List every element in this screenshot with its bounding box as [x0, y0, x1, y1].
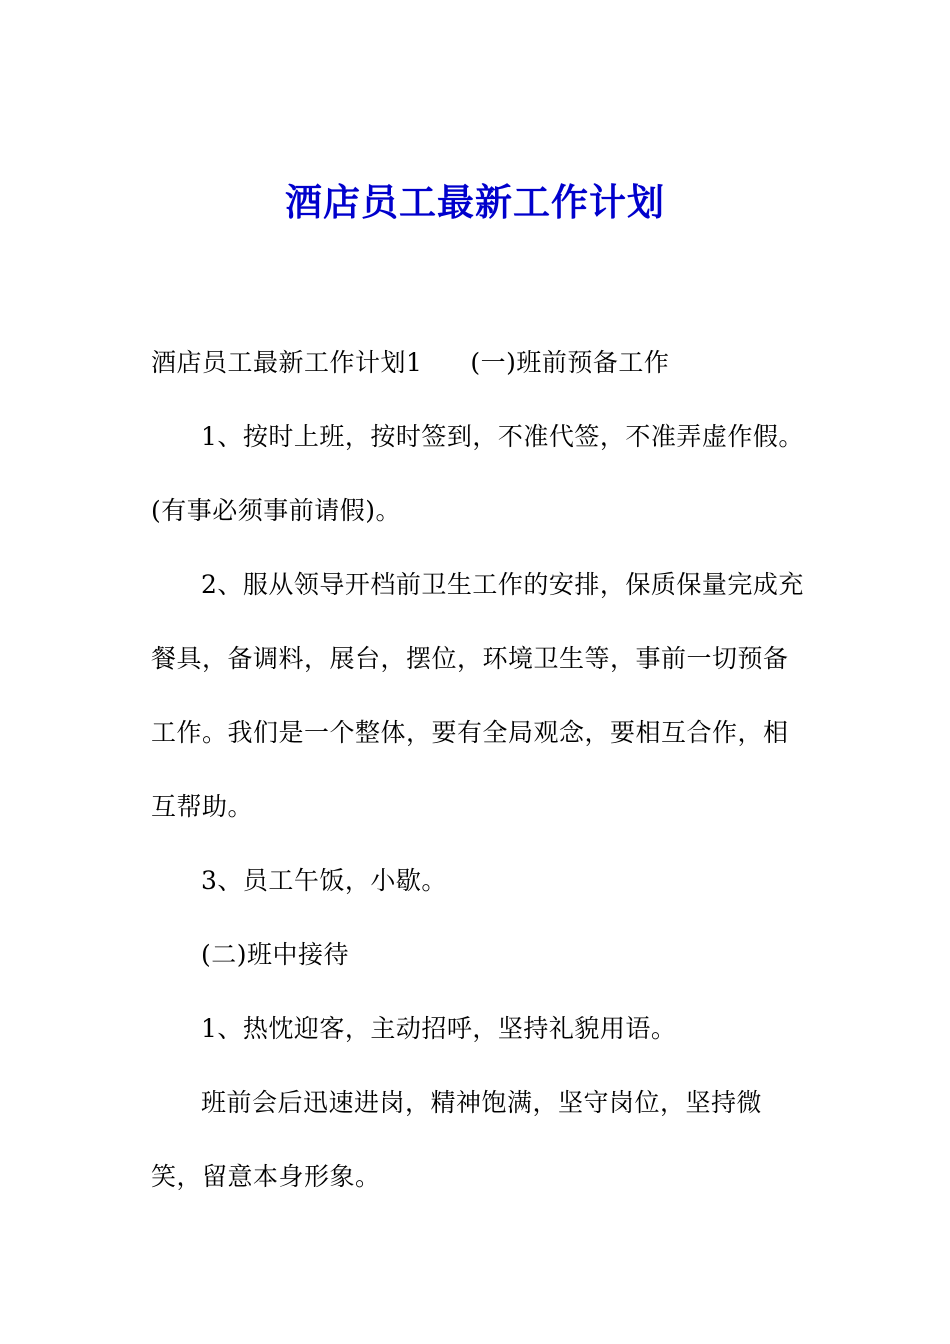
plan-heading: 酒店员工最新工作计划1 [151, 348, 423, 377]
section-heading-line [151, 326, 811, 400]
document-title: 酒店员工最新工作计划 [285, 180, 665, 224]
paragraph-line: 2、服从领导开档前卫生工作的安排，保质保量完成充 [201, 570, 804, 599]
paragraph-line: 1、按时上班，按时签到，不准代签，不准弄虚作假。 [201, 422, 804, 451]
section-heading: (二)班中接待 [201, 940, 350, 969]
section-heading: (一)班前预备工作 [470, 348, 670, 377]
paragraph-line: 工作。我们是一个整体，要有全局观念，要相互合作，相 [151, 718, 789, 747]
paragraph-line: 笑，留意本身形象。 [151, 1162, 381, 1191]
paragraph-line: 互帮助。 [151, 792, 254, 821]
paragraph-line: 班前会后迅速进岗，精神饱满，坚守岗位，坚持微 [201, 1088, 763, 1117]
document-body [151, 326, 811, 1214]
paragraph-line: 餐具，备调料，展台，摆位，环境卫生等，事前一切预备 [151, 644, 789, 673]
paragraph-line: 3、员工午饭，小歇。 [201, 866, 447, 895]
paragraph-line: (有事必须事前请假)。 [151, 496, 402, 525]
paragraph-line: 1、热忱迎客，主动招呼，坚持礼貌用语。 [201, 1014, 677, 1043]
